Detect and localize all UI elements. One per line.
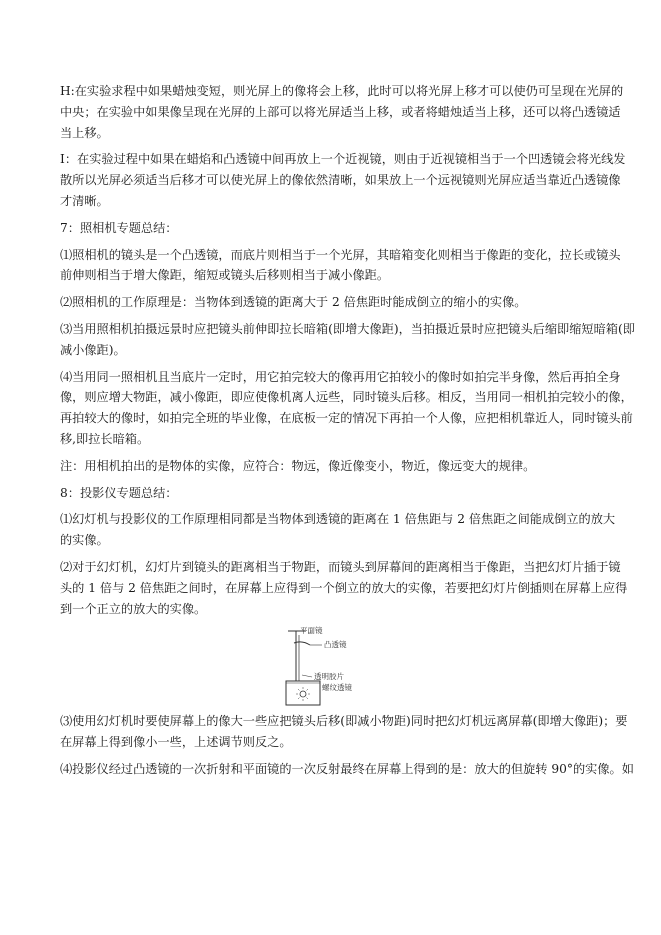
projector-diagram-svg xyxy=(280,625,400,707)
projector-box xyxy=(286,681,320,705)
section-8-item-3: ⑶使用幻灯机时要使屏幕上的像大一些应把镜头后移(即减小物距)同时把幻灯机远离屏幕(即增大像距)；要 在屏幕上得到像小一些，上述调节则反之。 xyxy=(60,714,628,750)
label-slide: 透明胶片 xyxy=(314,672,344,682)
section-8-item-1: ⑴幻灯机与投影仪的工作原理相同都是当物体到透镜的距离在 1 倍焦距与 2 倍焦距之间能成倒立的放大 的实像。 xyxy=(60,512,616,548)
section-7-item-3: ⑶当用照相机拍摄远景时应把镜头前伸即拉长暗箱(即增大像距)，当拍摄近景时应把镜头后缩即缩短暗箱(即 减小像距)。 xyxy=(60,321,635,357)
label-lens: 凸透镜 xyxy=(324,640,347,650)
projector-diagram xyxy=(60,625,605,707)
section-8-item-2: ⑵对于幻灯机，幻灯片到镜头的距离相当于物距，而镜头到屏幕间的距离相当于像距，当把幻灯片插于镜 头的 1 倍与 2 倍焦距之间时，在屏幕上应得到一个倒立的放大的实像，若要把幻灯片倒插则在屏幕上应得 到一个正立的放大的实像。 xyxy=(60,559,628,616)
section-8-item-4: ⑷投影仪经过凸透镜的一次折射和平面镜的一次反射最终在屏幕上得到的是：放大的但旋转 90°的实像。如 xyxy=(60,761,634,776)
section-8-heading: 8：投影仪专题总结： xyxy=(60,485,178,500)
section-7-item-2: ⑵照相机的工作原理是：当物体到透镜的距离大于 2 倍焦距时能成倒立的缩小的实像。 xyxy=(60,295,527,310)
label-fresnel: 螺纹透镜 xyxy=(322,683,352,693)
section-7-item-1: ⑴照相机的镜头是一个凸透镜，而底片则相当于一个光屏，其暗箱变化则相当于像距的变化，拉长或镜头 前伸则相当于增大像距，缩短或镜头后移则相当于减小像距。 xyxy=(60,247,621,283)
section-7-heading: 7：照相机专题总结： xyxy=(60,220,178,235)
paragraph-h: H:在实验求程中如果蜡烛变短，则光屏上的像将会上移，此时可以将光屏上移才可以使仍可呈现在光屏的 中央；在实验中如果像呈现在光屏的上部可以将光屏适当上移，或者将蜡烛适当上移，还可以将凸透镜适 当上移。 xyxy=(60,84,624,140)
slide-leader xyxy=(302,675,312,677)
section-7-item-4: ⑷当用同一照相机且当底片一定时，用它拍完较大的像再用它拍较小的像时如拍完半身像，然后再拍全身 像，则应增大物距，减小像距，即应使像机离人远些，同时镜头后移。相反，当用同一相机拍完较小的像， 再拍较大的像时，如拍完全班的毕业像，在底板一定的情况下再拍一个人像，应把相机靠近人，同时镜头前 移,即拉长暗箱。 xyxy=(60,369,633,446)
lamp-icon xyxy=(300,691,306,697)
lamp-rays xyxy=(296,687,310,701)
label-mirror: 平面镜 xyxy=(300,626,323,636)
paragraph-i: I：在实验过程中如果在蜡焰和凸透镜中间再放上一个近视镜，则由于近视镜相当于一个凹透镜会将光线发 散所以光屏必须适当后移才可以使光屏上的像依然清晰，如果放上一个远视镜则光屏应适当靠近凸透镜像 才清晰。 xyxy=(60,152,626,208)
note-paragraph: 注：用相机拍出的是物体的实像，应符合：物远，像近像变小，物近，像远变大的规律。 xyxy=(60,458,536,473)
document-page xyxy=(60,81,635,786)
